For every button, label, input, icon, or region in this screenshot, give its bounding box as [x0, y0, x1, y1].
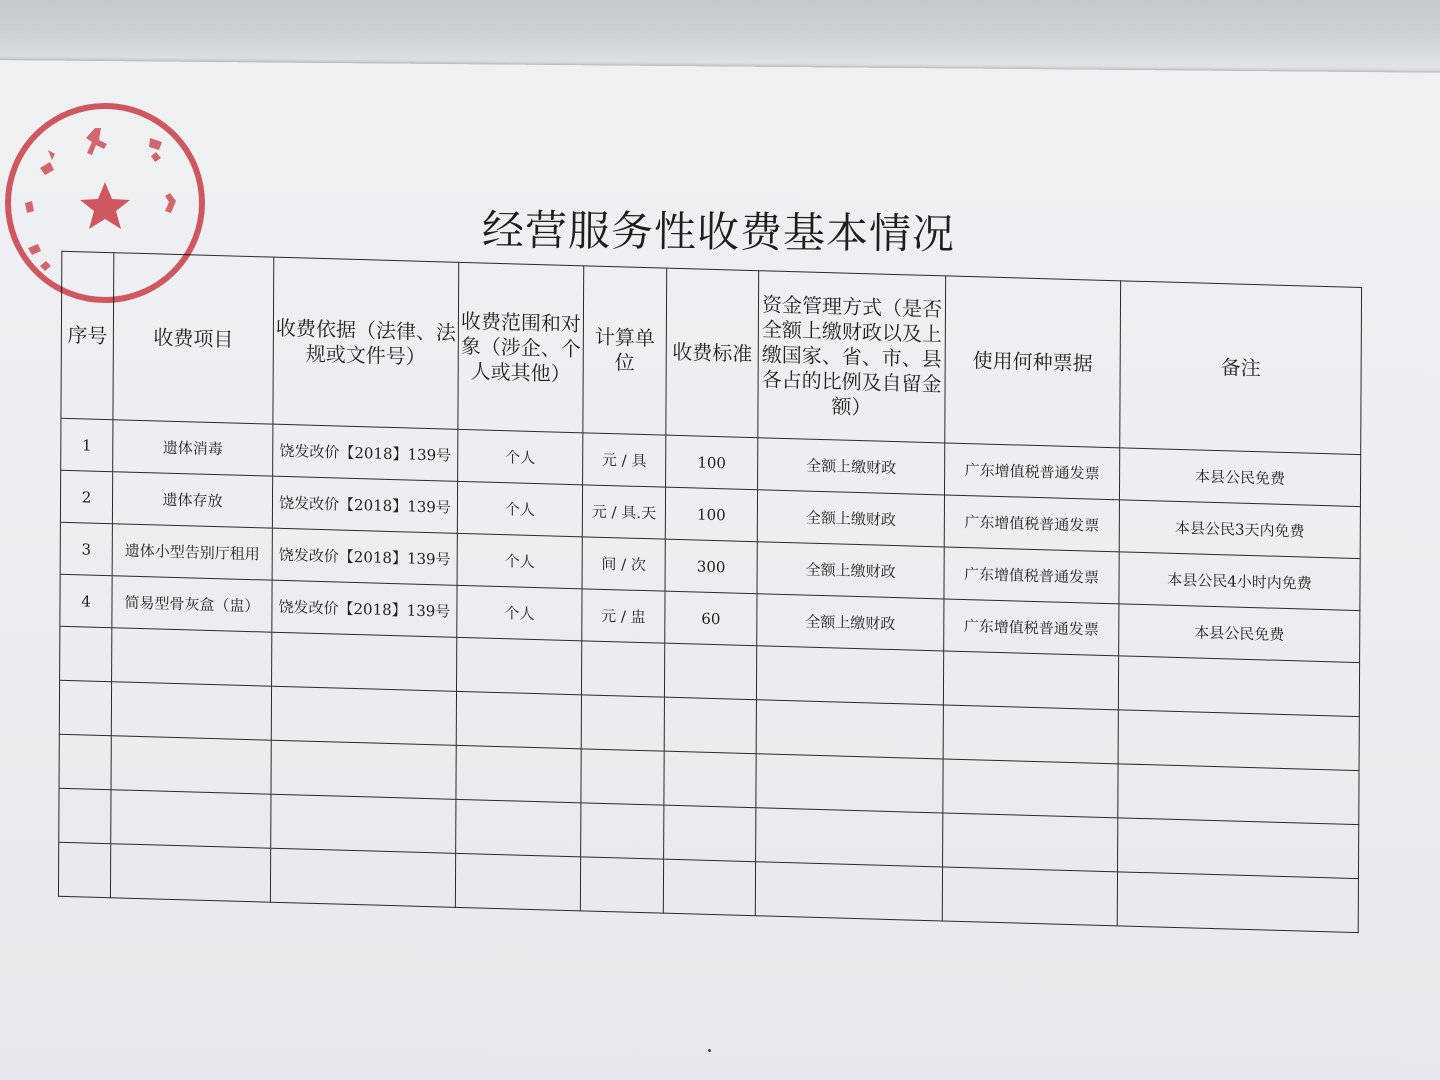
cell-index: 1: [61, 418, 113, 471]
cell-standard: 60: [665, 591, 757, 646]
header-unit: 计算单位: [583, 266, 667, 435]
cell-scope: 个人: [457, 533, 582, 588]
page-mark: [708, 1049, 711, 1052]
cell-receipt: 广东增值税普通发票: [944, 547, 1119, 604]
fee-table: [58, 251, 1362, 933]
cell-receipt: 广东增值税普通发票: [944, 495, 1119, 552]
cell-item: 简易型骨灰盒（盅）: [112, 576, 272, 632]
cell-receipt: 广东增值税普通发票: [944, 599, 1119, 656]
cell-fund-management: 全额上缴财政: [758, 438, 945, 495]
cell-standard: 300: [665, 539, 757, 594]
cell-standard: 100: [665, 487, 757, 542]
cell-basis: 饶发改价【2018】139号: [272, 528, 457, 585]
header-receipt: 使用何种票据: [945, 276, 1121, 448]
cell-scope: 个人: [458, 429, 583, 484]
cell-basis: 饶发改价【2018】139号: [273, 424, 458, 481]
header-basis: 收费依据（法律、法规或文件号）: [273, 257, 459, 429]
cell-index: 4: [60, 574, 112, 627]
cell-scope: 个人: [457, 481, 582, 536]
header-index: 序号: [61, 251, 114, 419]
cell-receipt: 广东增值税普通发票: [945, 443, 1120, 500]
cell-remark: 本县公民免费: [1119, 448, 1360, 507]
cell-unit: 间 / 次: [582, 537, 665, 591]
cell-basis: 饶发改价【2018】139号: [272, 476, 457, 533]
cell-scope: 个人: [457, 585, 582, 640]
cell-unit: 元 / 具.天: [582, 485, 665, 539]
cell-index: 3: [60, 522, 112, 575]
cell-remark: 本县公民免费: [1119, 604, 1360, 663]
cell-fund-management: 全额上缴财政: [757, 594, 944, 651]
cell-remark: 本县公民3天内免费: [1119, 500, 1360, 559]
cell-fund-management: 全额上缴财政: [757, 542, 944, 599]
cell-standard: 100: [666, 435, 758, 490]
cell-item: 遗体消毒: [113, 420, 273, 476]
cell-remark: 本县公民4小时内免费: [1119, 552, 1360, 611]
cell-index: 2: [60, 470, 112, 523]
header-remark: 备注: [1120, 281, 1362, 455]
cell-item: 遗体存放: [112, 472, 272, 528]
header-item: 收费项目: [113, 253, 274, 424]
cell-fund-management: 全额上缴财政: [757, 490, 944, 547]
cell-unit: 元 / 盅: [582, 589, 665, 643]
document-title: 经营服务性收费基本情况: [481, 205, 956, 259]
cell-item: 遗体小型告别厅租用: [112, 524, 272, 580]
paper-sheet: [0, 60, 1440, 1080]
header-fund-management: 资金管理方式（是否全额上缴财政以及上缴国家、省、市、县各占的比例及自留金额）: [758, 271, 946, 443]
cell-basis: 饶发改价【2018】139号: [272, 580, 457, 637]
cell-unit: 元 / 具: [583, 433, 666, 487]
header-standard: 收费标准: [666, 268, 759, 438]
header-scope: 收费范围和对象（涉企、个人或其他）: [458, 262, 584, 433]
